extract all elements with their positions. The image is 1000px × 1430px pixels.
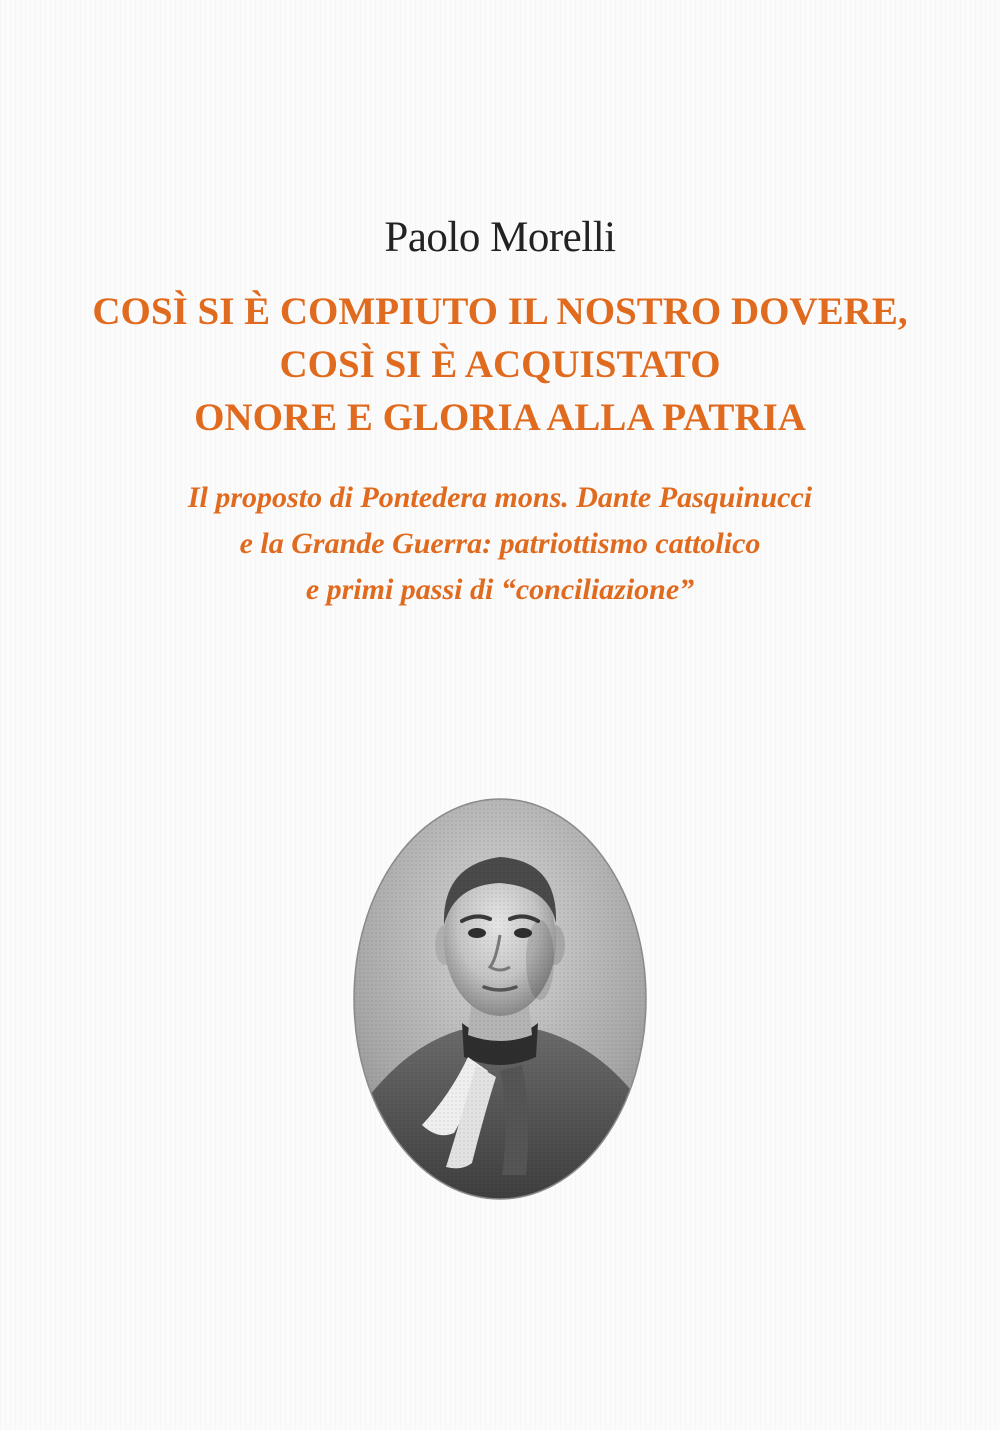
title-line: COSÌ SI È ACQUISTATO (279, 343, 721, 386)
title-line: ONORE E GLORIA ALLA PATRIA (194, 396, 806, 439)
subtitle-line: e la Grande Guerra: patriottismo cattolico (239, 527, 761, 560)
author-name: Paolo Morelli (384, 214, 616, 261)
book-subtitle (0, 475, 1000, 613)
book-title (0, 285, 1000, 444)
subtitle-line: Il proposto di Pontedera mons. Dante Pasquinucci (187, 481, 813, 514)
oval-portrait-photo-icon (350, 795, 650, 1203)
title-line: COSÌ SI È COMPIUTO IL NOSTRO DOVERE, (92, 290, 908, 333)
subtitle-line: e primi passi di “conciliazione” (305, 573, 695, 606)
